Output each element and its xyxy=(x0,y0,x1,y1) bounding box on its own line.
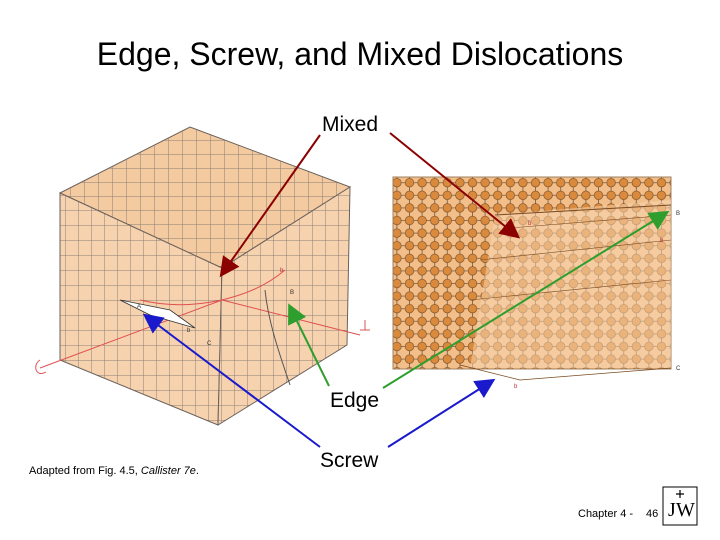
svg-text:b: b xyxy=(660,238,664,244)
slide-title: Edge, Screw, and Mixed Dislocations xyxy=(96,36,624,72)
edge-label: Edge xyxy=(330,389,380,412)
crystal-block-3d xyxy=(36,127,370,425)
svg-text:C: C xyxy=(207,341,212,347)
screw-label: Screw xyxy=(320,449,379,472)
chapter-label: Chapter 4 - xyxy=(578,508,634,520)
svg-text:b: b xyxy=(280,268,284,274)
svg-text:B: B xyxy=(290,290,295,296)
svg-text:W: W xyxy=(676,499,695,521)
svg-text:B: B xyxy=(676,211,681,217)
caption-italic: Callister 7e xyxy=(140,465,196,477)
svg-text:b: b xyxy=(187,328,191,334)
svg-text:A: A xyxy=(137,304,142,310)
mixed-label: Mixed xyxy=(322,113,379,136)
atom-lattice xyxy=(393,177,681,390)
svg-text:J: J xyxy=(668,499,676,521)
screw-arrow-to-lattice xyxy=(388,381,492,447)
caption-prefix: Adapted from Fig. 4.5, xyxy=(29,465,141,477)
svg-text:b: b xyxy=(528,221,532,227)
figure-caption xyxy=(29,465,199,477)
wiley-logo-icon xyxy=(662,486,698,526)
caption-suffix: . xyxy=(195,465,199,477)
svg-text:C: C xyxy=(676,366,681,372)
page-number: 46 xyxy=(646,508,659,520)
svg-text:b: b xyxy=(514,384,518,390)
